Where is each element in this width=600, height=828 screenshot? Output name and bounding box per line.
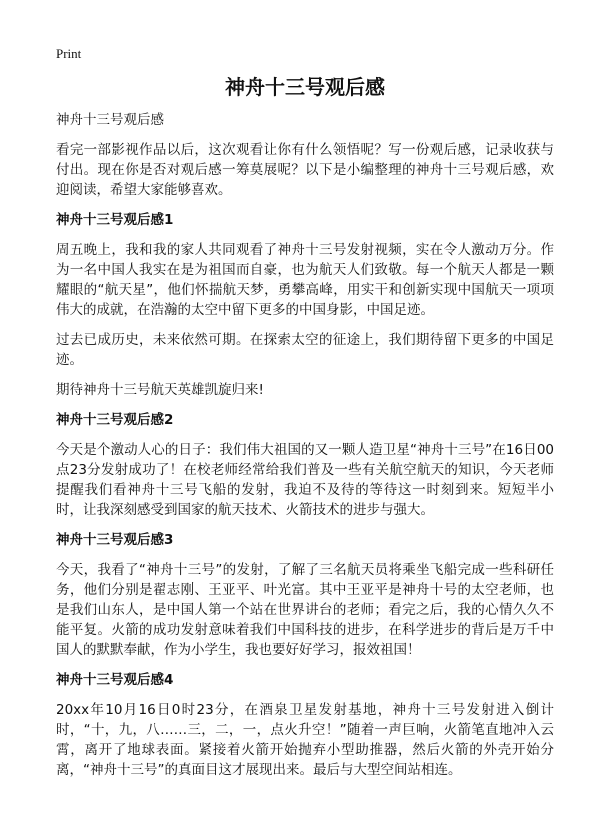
section-1-paragraph-1: 周五晚上，我和我的家人共同观看了神舟十三号发射视频，实在令人激动万分。作为一名中国人我实在是为祖国而自豪，也为航天人们致敬。每一个航天人都是一颗耀眼的“航天星”，他们怀揣航天梦，勇攀高峰，用实干和创新实现中国航天一项项伟大的成就，在浩瀚的太空中留下更多的中国身影，中国足迹。 [56,242,554,318]
document-subtitle: 神舟十三号观后感 [56,112,164,128]
intro-paragraph: 看完一部影视作品以后，这次观看让你有什么领悟呢？写一份观后感，记录收获与付出。现在你是否对观后感一筹莫展呢？以下是小编整理的神舟十三号观后感，欢迎阅读，希望大家能够喜欢。 [56,142,554,198]
section-3-paragraph-1: 今天，我看了“神舟十三号”的发射，了解了三名航天员将乘坐飞船完成一些科研任务，他们分别是翟志刚、王亚平、叶光富。其中王亚平是神舟十号的太空老师，也是我们山东人，是中国人第一个站在世界讲台的老师；看完之后，我的心情久久不能平复。火箭的成功发射意味着我们中国科技的进步，在科学进步的背后是万千中国人的默默奉献，作为小学生，我也要好好学习，报效祖国！ [56,562,554,658]
section-1-paragraph-3: 期待神舟十三号航天英雄凯旋归来! [56,382,264,398]
page-title: 神舟十三号观后感 [225,75,385,99]
section-2-paragraph-1: 今天是个激动人心的日子：我们伟大祖国的又一颗人造卫星“神舟十三号”在16日00点23分发射成功了！在校老师经常给我们普及一些有关航空航天的知识，今天老师提醒我们看神舟十三号飞船的发射，我迫不及待的等待这一时刻到来。短短半小时，让我深刻感受到国家的航天技术、火箭技术的进步与强大。 [56,442,554,518]
print-link[interactable]: Print [56,46,82,61]
section-1-paragraph-2: 过去已成历史，未来依然可期。在探索太空的征途上，我们期待留下更多的中国足迹。 [56,332,554,368]
section-heading-2: 神舟十三号观后感2 [56,412,174,428]
section-heading-3: 神舟十三号观后感3 [56,532,174,548]
section-4-paragraph-1: 20xx年10月16日0时23分，在酒泉卫星发射基地，神舟十三号发射进入倒计时，“十，九，八……三，二，一，点火升空！”随着一声巨响，火箭笔直地冲入云霄，离开了地球表面。紧接着火箭开始抛弃小型助推器，然后火箭的外壳开始分离，“神舟十三号”的真面目这才展现出来。最后与大型空间站相连。 [56,702,554,778]
section-heading-1: 神舟十三号观后感1 [56,212,174,228]
section-heading-4: 神舟十三号观后感4 [56,672,174,688]
